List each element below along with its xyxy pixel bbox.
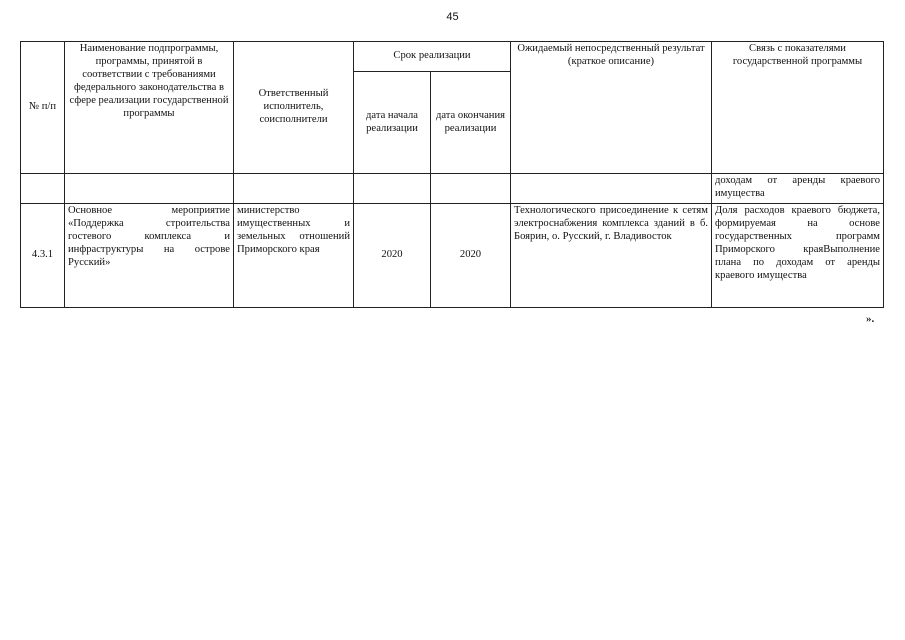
header-executor: Ответственный исполнитель, соисполнители — [234, 42, 354, 174]
page-number: 45 — [446, 11, 459, 23]
continuation-link-cell: доходам от аренды краевого имущества — [712, 174, 884, 204]
row-end: 2020 — [431, 204, 511, 308]
cell-empty — [21, 174, 65, 204]
row-num: 4.3.1 — [21, 204, 65, 308]
cell-empty — [234, 174, 354, 204]
header-period: Срок реализации — [354, 42, 511, 72]
cell-empty — [65, 174, 234, 204]
program-table — [20, 41, 884, 308]
row-start: 2020 — [354, 204, 431, 308]
cell-empty — [354, 174, 431, 204]
header-name: Наименование подпрограммы, программы, принятой в соответствии с требованиями федерального законодательства в сфере реализации государственной программы — [65, 42, 234, 174]
header-num: № п/п — [21, 42, 65, 174]
cell-empty — [431, 174, 511, 204]
continuation-row — [21, 174, 884, 204]
cell-empty — [511, 174, 712, 204]
closing-mark: ». — [866, 313, 875, 325]
header-link: Связь с показателями государственной программы — [712, 42, 884, 174]
header-row-1 — [21, 42, 884, 72]
row-name: Основное мероприятие «Поддержка строительства гостевого комплекса и инфраструктуры на острове Русский» — [65, 204, 234, 308]
header-start: дата начала реализации — [354, 72, 431, 174]
table-row — [21, 204, 884, 308]
header-result: Ожидаемый непосредственный результат (краткое описание) — [511, 42, 712, 174]
header-end: дата окончания реализации — [431, 72, 511, 174]
row-result: Технологического присоединение к сетям электроснабжения комплекса зданий в б. Боярин, о. Русский, г. Владивосток — [511, 204, 712, 308]
row-link: Доля расходов краевого бюджета, формируемая на основе государственных программ Приморского краяВыполнение плана по доходам от аренды краевого имущества — [712, 204, 884, 308]
row-executor: министерство имущественных и земельных отношений Приморского края — [234, 204, 354, 308]
